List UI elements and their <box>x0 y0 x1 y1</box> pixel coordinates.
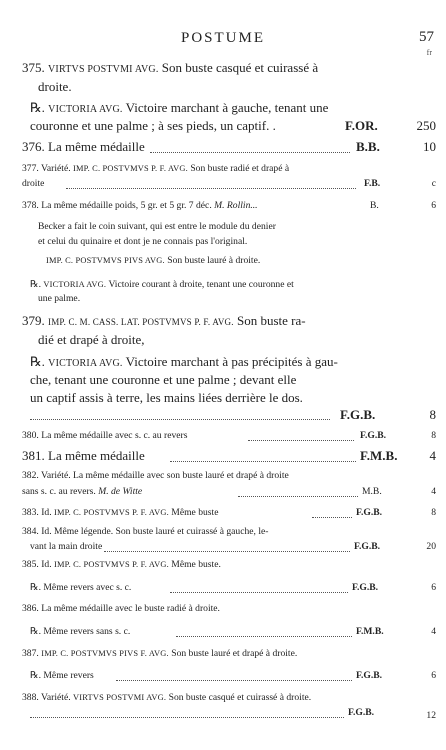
entry-number: 379. <box>22 313 45 328</box>
entry-384-line-1 <box>22 526 268 537</box>
entry-385-reverse <box>30 582 131 593</box>
entry-375-line-1 <box>22 60 318 76</box>
legend: VIRTVS POSTVMI AVG. <box>48 64 159 75</box>
reverse-symbol: ℞. <box>30 670 41 681</box>
rarity: F.M.B. <box>356 626 384 637</box>
price: 8 <box>431 430 436 441</box>
description: Son buste ra- <box>236 313 306 328</box>
price: 10 <box>423 139 436 154</box>
rarity: F.G.B. <box>354 541 381 552</box>
legend: IMP. C. POSTVMVS P. F. AVG. <box>54 508 169 517</box>
leader-dots <box>170 592 348 593</box>
description-prefix: Id. <box>41 507 52 518</box>
rarity: M.B. <box>362 486 382 497</box>
entry-number: 377. <box>22 163 39 174</box>
note-line-2: et celui du quinaire et dont je ne connais pas l'original. <box>38 236 248 247</box>
description: Son buste casqué et cuirassé à <box>161 60 319 75</box>
entry-385 <box>22 559 221 570</box>
rarity: B. <box>370 200 379 211</box>
description: La même médaille avec s. c. au revers <box>41 430 188 441</box>
entry-number: 382. <box>22 470 39 481</box>
legend: VICTORIA AVG. <box>43 280 107 289</box>
entry-378 <box>22 200 258 211</box>
leader-dots <box>176 636 352 637</box>
description: Victoire marchant à pas précipités à gau- <box>125 354 338 369</box>
price: 12 <box>426 710 436 721</box>
reverse-symbol: ℞. <box>30 354 45 369</box>
entry-382-line-2 <box>22 486 142 497</box>
entry-381 <box>22 448 145 464</box>
description-prefix: Variété. <box>41 692 71 703</box>
entry-386 <box>22 603 220 614</box>
entry-383 <box>22 507 218 518</box>
legend: IMP. C. M. CASS. LAT. POSTVMVS P. F. AVG. <box>48 317 234 327</box>
entry-number: 387. <box>22 648 39 659</box>
entry-377-line-1 <box>22 163 289 174</box>
entry-number: 386. <box>22 603 39 614</box>
price: 4 <box>429 448 436 463</box>
reverse-symbol: ℞. <box>30 582 41 593</box>
rarity: F.M.B. <box>360 448 398 463</box>
entry-379-line-2: dié et drapé à droite, <box>38 332 145 347</box>
leader-dots <box>116 680 352 681</box>
description: Même buste <box>171 507 219 518</box>
legend: IMP. C. POSTVMVS P. F. AVG. <box>54 560 169 569</box>
entry-379-reverse-line-3: un captif assis à terre, les mains liées derrière le dos. <box>30 390 303 405</box>
entry-number: 375. <box>22 60 45 75</box>
description: Victoire courant à droite, tenant une couronne et <box>108 279 294 290</box>
description-prefix: Id. <box>41 559 52 570</box>
entry-388 <box>22 692 311 703</box>
margin-mark: fr <box>426 48 432 57</box>
note-reverse-line-1 <box>30 279 294 290</box>
entry-380 <box>22 430 187 441</box>
collection: M. de Witte <box>98 486 143 497</box>
description: Son buste radié et drapé à <box>190 163 290 174</box>
price: 8 <box>431 507 436 518</box>
rarity: B.B. <box>356 139 380 154</box>
legend: VIRTVS POSTVMI AVG. <box>73 693 167 702</box>
legend: IMP. C. POSTVMVS PIVS AVG. <box>46 256 165 265</box>
price: 20 <box>426 541 436 552</box>
entry-382-line-1 <box>22 470 289 481</box>
description: La même médaille <box>48 448 145 463</box>
entry-386-reverse <box>30 626 130 637</box>
entry-379-reverse-line-1 <box>30 354 338 370</box>
description: sans s. c. au revers. <box>22 486 96 497</box>
entry-379-reverse-line-2: che, tenant une couronne et une palme ; devant elle <box>30 372 297 387</box>
rarity: F.G.B. <box>360 430 387 441</box>
legend: IMP. C. POSTVMVS PIVS F. AVG. <box>41 649 169 658</box>
entry-375-reverse-line-1 <box>30 100 328 116</box>
entry-number: 383. <box>22 507 39 518</box>
entry-376 <box>22 139 145 155</box>
description: Victoire marchant à gauche, tenant une <box>125 100 329 115</box>
price: c <box>431 178 436 189</box>
description: Même revers <box>43 670 94 681</box>
price: 6 <box>431 582 436 593</box>
description-prefix: Variété. <box>41 163 71 174</box>
entry-number: 380. <box>22 430 39 441</box>
leader-dots <box>30 717 344 718</box>
leader-dots <box>30 419 330 420</box>
price: 6 <box>431 200 436 211</box>
entry-number: 384. <box>22 526 39 537</box>
reverse-symbol: ℞. <box>30 279 41 290</box>
price: 4 <box>431 626 436 637</box>
description: Même revers sans s. c. <box>43 626 131 637</box>
entry-384-line-2: vant la main droite <box>30 541 103 552</box>
leader-dots <box>312 517 352 518</box>
price: 6 <box>431 670 436 681</box>
entry-number: 381. <box>22 448 45 463</box>
description: Variété. La même médaille avec son buste lauré et drapé à droite <box>41 470 289 481</box>
rarity: F.G.B. <box>356 507 383 518</box>
entry-379-line-1 <box>22 313 306 329</box>
entry-375-reverse-line-2: couronne et une palme ; à ses pieds, un captif. . <box>30 118 276 133</box>
price: 250 <box>416 118 436 133</box>
description: La même médaille poids, 5 gr. et 5 gr. 7 déc. <box>41 200 212 211</box>
description: Même revers avec s. c. <box>43 582 132 593</box>
entry-number: 378. <box>22 200 39 211</box>
entry-number: 388. <box>22 692 39 703</box>
rarity: F.OR. <box>345 118 378 133</box>
price: 4 <box>431 486 436 497</box>
description: Même buste. <box>171 559 221 570</box>
page-number: 57 <box>419 29 434 45</box>
description: Son buste casqué et cuirassé à droite. <box>168 692 312 703</box>
description: Son buste lauré à droite. <box>167 255 261 266</box>
entry-number: 385. <box>22 559 39 570</box>
leader-dots <box>238 496 358 497</box>
description: La même médaille avec le buste radié à droite. <box>41 603 220 614</box>
leader-dots <box>170 461 356 462</box>
leader-dots <box>66 188 356 189</box>
rarity: F.G.B. <box>356 670 383 681</box>
reverse-symbol: ℞. <box>30 100 45 115</box>
entry-377-line-2: droite <box>22 178 45 189</box>
rarity: F.G.B. <box>348 707 375 718</box>
leader-dots <box>248 440 354 441</box>
rarity: F.G.B. <box>340 407 376 422</box>
description: La même médaille <box>48 139 145 154</box>
description: Son buste lauré et drapé à droite. <box>171 648 298 659</box>
price: 8 <box>429 407 436 422</box>
legend: VICTORIA AVG. <box>48 104 123 115</box>
note-line-1: Becker a fait le coin suivant, qui est entre le module du denier <box>38 221 276 232</box>
rarity: F.G.B. <box>352 582 379 593</box>
entry-number: 376. <box>22 139 45 154</box>
leader-dots <box>104 551 350 552</box>
rarity: F.B. <box>364 178 381 189</box>
description: Même légende. Son buste lauré et cuirassé à gauche, le- <box>54 526 269 537</box>
entry-387-reverse <box>30 670 94 681</box>
note-obverse <box>46 255 260 266</box>
entry-387 <box>22 648 297 659</box>
legend: IMP. C. POSTVMVS P. F. AVG. <box>73 164 188 173</box>
legend: VICTORIA AVG. <box>48 358 123 369</box>
entry-375-line-2: droite. <box>38 79 72 94</box>
reverse-symbol: ℞. <box>30 626 41 637</box>
running-head: POSTUME <box>180 30 265 46</box>
description-prefix: Id. <box>41 526 52 537</box>
note-reverse-line-2: une palme. <box>38 293 81 304</box>
collection: M. Rollin... <box>214 200 258 211</box>
leader-dots <box>150 152 350 153</box>
